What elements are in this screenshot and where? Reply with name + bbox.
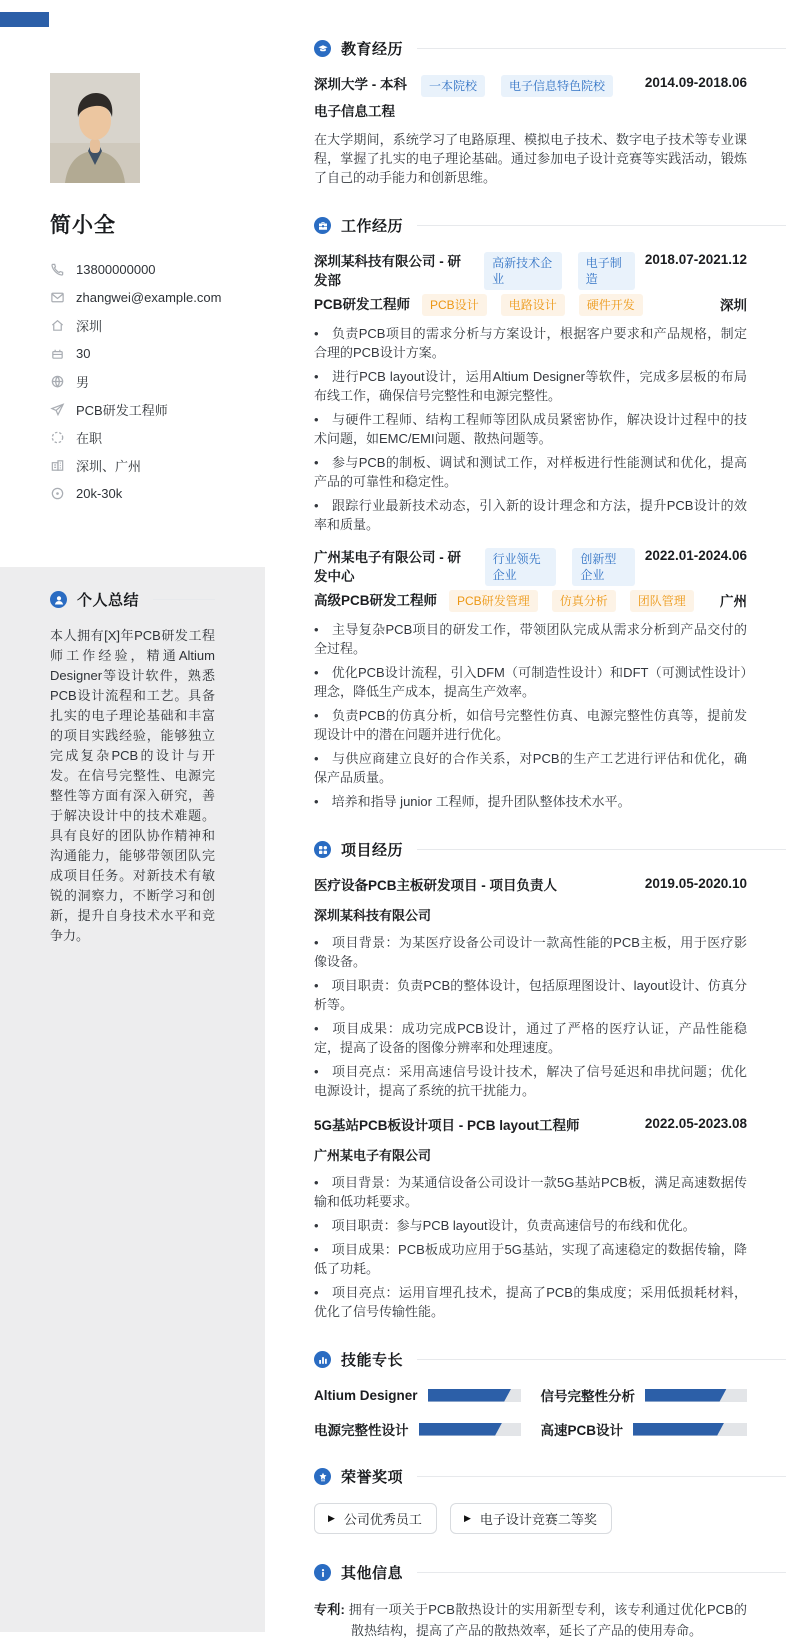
project-date: 2019.05-2020.10 (644, 876, 747, 891)
age-icon (50, 346, 65, 361)
home-icon (50, 318, 65, 333)
project-entry (314, 1116, 786, 1321)
profile-photo-image (50, 73, 140, 183)
project-company: 深圳某科技有限公司 (314, 908, 432, 923)
position-name: 高级PCB研发工程师 (314, 593, 438, 608)
skill-bar-fill (645, 1389, 727, 1402)
contact-row (50, 451, 265, 479)
skill-label: 高速PCB设计 (540, 1423, 624, 1438)
skill-bar-track (645, 1389, 747, 1402)
project-company: 广州某电子有限公司 (314, 1148, 432, 1163)
bullet-dot: • (314, 978, 319, 993)
section-header (314, 1349, 786, 1370)
status-icon (50, 430, 65, 445)
position-row (314, 294, 786, 316)
summary-header (50, 589, 215, 610)
bullet-dot: • (314, 1021, 319, 1036)
bullet-item: • 负责PCB项目的需求分析与方案设计，根据客户要求和产品规格，制定合理的PCB设计方案。 (314, 326, 747, 360)
person-icon (50, 591, 67, 608)
sidebar (0, 0, 265, 1632)
section-header (314, 1562, 786, 1583)
work-entry-header (314, 252, 786, 290)
project-title: 5G基站PCB板设计项目 - PCB layout工程师 (314, 1118, 580, 1133)
bullet-dot: • (314, 455, 319, 470)
section-other (314, 1562, 786, 1641)
section-work (314, 215, 786, 811)
work-date: 2022.01-2024.06 (644, 548, 747, 563)
bullet-dot: • (314, 708, 319, 723)
bullet-dot: • (314, 1218, 319, 1233)
work-location: 深圳 (720, 298, 747, 313)
bullet-item: • 项目职责：负责PCB的整体设计，包括原理图设计、layout设计、仿真分析等。 (314, 978, 747, 1012)
main-content (265, 0, 794, 1638)
skill-label: 电源完整性设计 (314, 1423, 409, 1438)
position-tag: 仿真分析 (552, 590, 616, 612)
work-entry (314, 252, 786, 534)
briefcase-icon (314, 217, 331, 234)
work-date: 2018.07-2021.12 (644, 252, 747, 267)
skill-label: Altium Designer (314, 1387, 418, 1403)
position-tag: 电路设计 (501, 294, 565, 316)
bullet-dot: • (314, 622, 319, 637)
education-entry-header (314, 75, 786, 97)
project-title: 医疗设备PCB主板研发项目 - 项目负责人 (314, 878, 557, 893)
school-tag: 电子信息特色院校 (501, 75, 613, 97)
section-title: 工作经历 (341, 218, 404, 235)
bullet-dot: • (314, 1175, 319, 1190)
bullet-dot: • (314, 369, 319, 384)
divider (153, 599, 215, 600)
skill-bar-track (633, 1423, 747, 1436)
play-icon: ▶ (463, 1513, 471, 1523)
bullet-item: • 主导复杂PCB项目的研发工作，带领团队完成从需求分析到产品交付的全过程。 (314, 622, 747, 656)
bullet-item: • 项目亮点：运用盲埋孔技术，提高了PCB的集成度；采用低损耗材料，优化了信号传输性能。 (314, 1285, 747, 1319)
salary-value: 20k-30k (76, 485, 123, 501)
job-title-value: PCB研发工程师 (76, 402, 168, 418)
bullet-item: • 与硬件工程师、结构工程师等团队成员紧密协作，解决设计过程中的技术问题，如EMC/EMI问题、散热问题等。 (314, 412, 747, 446)
contact-row (50, 367, 265, 395)
section-title: 其他信息 (341, 1565, 404, 1582)
contact-row (50, 423, 265, 451)
gender-value: 男 (76, 374, 90, 390)
company-tag: 行业领先企业 (485, 548, 557, 586)
major-row (314, 101, 786, 122)
company-name: 深圳某科技有限公司 - 研发部 (314, 254, 461, 288)
contact-row (50, 283, 265, 311)
school-tag: 一本院校 (421, 75, 485, 97)
school-tags (421, 75, 613, 97)
section-header (314, 1466, 786, 1487)
section-header (314, 38, 786, 59)
contact-row (50, 479, 265, 507)
contact-list (50, 255, 265, 507)
position-name: PCB研发工程师 (314, 297, 411, 312)
age-value: 30 (76, 345, 91, 361)
section-title: 教育经历 (341, 41, 404, 58)
info-icon (314, 1564, 331, 1581)
company-tags (484, 252, 635, 290)
bullet-dot: • (314, 751, 319, 766)
bullet-item: • 跟踪行业最新技术动态，引入新的设计理念和方法，提升PCB设计的效率和质量。 (314, 498, 747, 532)
bullet-item: • 项目成果：PCB板成功应用于5G基站，实现了高速稳定的数据传输，降低了功耗。 (314, 1242, 747, 1276)
personal-summary-panel (0, 567, 265, 1632)
bullet-dot: • (314, 665, 319, 680)
bullet-dot: • (314, 412, 319, 427)
section-title: 项目经历 (341, 842, 404, 859)
position-tags (449, 590, 694, 612)
section-header (314, 215, 786, 236)
contact-row (50, 255, 265, 283)
skill-item (541, 1420, 748, 1438)
honor-label: 公司优秀员工 (343, 1512, 422, 1527)
bullet-item: • 优化PCB设计流程，引入DFM（可制造性设计）和DFT（可测试性设计）理念，降低生产成本，提高生产效率。 (314, 665, 747, 699)
major-name: 电子信息工程 (314, 104, 395, 119)
skill-label: 信号完整性分析 (540, 1389, 635, 1404)
bullet-dot: • (314, 498, 319, 513)
education-description: 在大学期间，系统学习了电路原理、模拟电子技术、数字电子技术等专业课程，掌握了扎实的电子理论基础。通过参加电子设计竞赛等实践活动，锻炼了自己的动手能力和创新思维。 (314, 132, 747, 185)
honor-label: 电子设计竞赛二等奖 (479, 1512, 597, 1527)
bullet-dot: • (314, 326, 319, 341)
project-date: 2022.05-2023.08 (644, 1116, 747, 1131)
accent-bar (0, 12, 49, 27)
skill-item (314, 1386, 521, 1404)
phone-value: 13800000000 (76, 261, 156, 277)
bullet-dot: • (314, 935, 319, 950)
honor-list (314, 1503, 786, 1534)
work-entry (314, 548, 786, 811)
bullet-item: • 培养和指导 junior 工程师，提升团队整体技术水平。 (314, 794, 631, 809)
skill-bar-fill (633, 1423, 724, 1436)
bar-chart-icon (314, 1351, 331, 1368)
position-row (314, 590, 786, 612)
award-icon (314, 1468, 331, 1485)
project-header (314, 1116, 786, 1135)
position-tag: 团队管理 (630, 590, 694, 612)
project-entry (314, 876, 786, 1100)
play-icon: ▶ (328, 1513, 335, 1523)
skill-bar-track (419, 1423, 521, 1436)
company-tag: 电子制造 (578, 252, 635, 290)
skill-bar-track (428, 1389, 521, 1402)
section-skills (314, 1349, 786, 1438)
education-date: 2014.09-2018.06 (644, 75, 747, 90)
divider (417, 849, 786, 850)
project-header (314, 876, 786, 895)
divider (417, 48, 786, 49)
candidate-name: 简小全 (50, 214, 116, 237)
bullet-item: • 项目背景：为某医疗设备公司设计一款高性能的PCB主板，用于医疗影像设备。 (314, 935, 747, 969)
skill-bar-fill (419, 1423, 503, 1436)
grid-icon (314, 841, 331, 858)
bullet-item: • 负责PCB的仿真分析，如信号完整性仿真、电源完整性仿真等，提前发现设计中的潜在问题并进行优化。 (314, 708, 747, 742)
skill-item (314, 1420, 521, 1438)
project-bullets (314, 933, 786, 1100)
position-tag: 硬件开发 (579, 294, 643, 316)
patent-label: 专利: (314, 1602, 345, 1617)
bullet-dot: • (314, 1285, 319, 1300)
email-icon (50, 290, 65, 305)
position-tags (422, 294, 643, 316)
skill-item (541, 1386, 748, 1404)
school-name: 深圳大学 - 本科 (314, 77, 407, 92)
divider (417, 225, 786, 226)
phone-icon (50, 262, 65, 277)
salary-icon (50, 486, 65, 501)
city-icon (50, 458, 65, 473)
section-projects (314, 839, 786, 1321)
divider (417, 1572, 786, 1573)
bullet-dot: • (314, 794, 319, 809)
contact-row (50, 311, 265, 339)
section-title: 荣誉奖项 (341, 1469, 404, 1486)
position-tag: PCB设计 (422, 294, 487, 316)
summary-title: 个人总结 (77, 592, 140, 609)
gender-icon (50, 374, 65, 389)
bullet-item: • 项目职责：参与PCB layout设计，负责高速信号的布线和优化。 (314, 1218, 696, 1233)
profile-photo (50, 73, 140, 183)
section-header (314, 839, 786, 860)
bullet-item: • 与供应商建立良好的合作关系，对PCB的生产工艺进行评估和优化，确保产品质量。 (314, 751, 747, 785)
intended-cities-value: 深圳、广州 (76, 458, 142, 474)
work-entry-header (314, 548, 786, 586)
company-tag: 创新型企业 (572, 548, 635, 586)
skill-bar-fill (428, 1389, 512, 1402)
company-tags (485, 548, 635, 586)
status-value: 在职 (76, 430, 103, 446)
job-title-icon (50, 402, 65, 417)
bullet-item: • 项目亮点：采用高速信号设计技术，解决了信号延迟和串扰问题；优化电源设计，提高了系统的抗干扰能力。 (314, 1064, 747, 1098)
skills-grid (314, 1386, 786, 1438)
summary-text: 本人拥有[X]年PCB研发工程师工作经验，精通Altium Designer等设计软件，熟悉PCB设计流程和工艺。具备扎实的电子理论基础和丰富的项目实践经验，能够独立完成复杂PCB的设计与开发。在信号完整性、电源完整性等方面有深入研究，善于解决设计中的技术难题。具有良好的团队协作精神和沟通能力，能够带领团队完成项目任务。对新技术有敏锐的洞察力，不断学习和创新，提升自身技术水平和竞争力。 (50, 628, 215, 943)
position-tag: PCB研发管理 (449, 590, 538, 612)
project-bullets (314, 1173, 786, 1321)
divider (417, 1359, 786, 1360)
bullet-item: • 项目背景：为某通信设备公司设计一款5G基站PCB板，满足高速数据传输和低功耗要求。 (314, 1175, 747, 1209)
section-title: 技能专长 (341, 1352, 404, 1369)
location-value: 深圳 (76, 318, 103, 334)
divider (417, 1476, 786, 1477)
company-tag: 高新技术企业 (484, 252, 562, 290)
section-education (314, 38, 786, 187)
graduation-cap-icon (314, 40, 331, 57)
patent-text: 专利: 拥有一项关于PCB散热设计的实用新型专利，该专利通过优化PCB的散热结构，提高了产品的散热效率，延长了产品的使用寿命。 (314, 1602, 747, 1638)
honor-badge (450, 1503, 612, 1534)
honor-badge (314, 1503, 437, 1534)
bullet-item: • 项目成果：成功完成PCB设计，通过了严格的医疗认证，产品性能稳定，提高了设备的图像分辨率和处理速度。 (314, 1021, 747, 1055)
contact-row (50, 339, 265, 367)
work-bullets (314, 620, 786, 811)
bullet-dot: • (314, 1064, 319, 1079)
work-location: 广州 (720, 594, 747, 609)
section-honors (314, 1466, 786, 1534)
bullet-item: • 进行PCB layout设计，运用Altium Designer等软件，完成多层板的布局布线工作，确保信号完整性和电源完整性。 (314, 369, 747, 403)
work-bullets (314, 324, 786, 534)
email-value: zhangwei@example.com (76, 289, 222, 305)
company-name: 广州某电子有限公司 - 研发中心 (314, 550, 461, 584)
bullet-dot: • (314, 1242, 319, 1257)
contact-row (50, 395, 265, 423)
bullet-item: • 参与PCB的制板、调试和测试工作，对样板进行性能测试和优化，提高产品的可靠性和稳定性。 (314, 455, 747, 489)
